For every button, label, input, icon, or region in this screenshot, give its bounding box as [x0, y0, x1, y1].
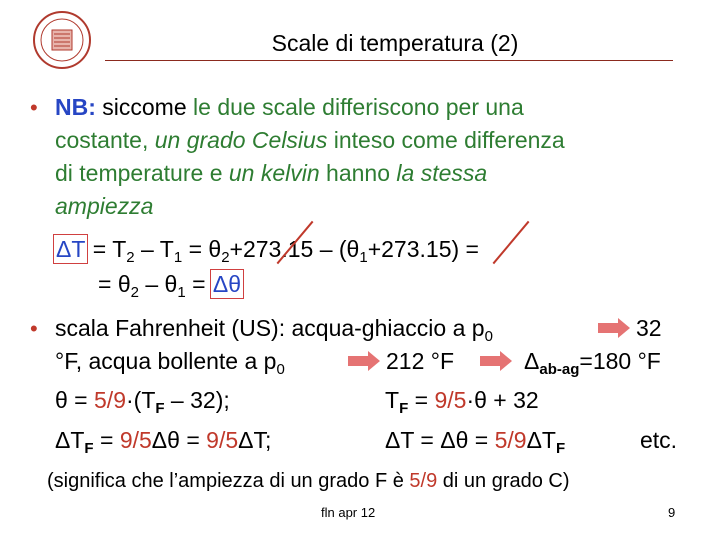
text: =180 °F — [579, 348, 661, 374]
subscript: 1 — [177, 284, 186, 301]
text: = — [93, 427, 120, 453]
boiling-value: 212 °F — [386, 348, 455, 374]
text: le due scale differiscono per una — [193, 94, 524, 120]
subscript: F — [155, 400, 165, 417]
text: siccome — [95, 94, 194, 120]
text: di temperature e — [55, 160, 229, 186]
subscript: 0 — [276, 361, 285, 378]
slide-title: Scale di temperatura (2) — [271, 30, 519, 56]
delta-t-boxed: ΔT — [56, 236, 86, 262]
text: ΔT = Δθ = — [385, 427, 495, 453]
subscript: 2 — [221, 249, 230, 266]
text: ΔT; — [238, 427, 272, 453]
text: ·θ + 32 — [466, 387, 539, 413]
text: +273.15) = — [367, 236, 479, 262]
bullet1-line3 — [55, 160, 487, 187]
text: ΔT — [526, 427, 556, 453]
text: (significa che l’ampiezza di un grado F è — [47, 470, 410, 492]
bullet-dot-1: • — [30, 95, 38, 120]
bullet1-line1 — [55, 94, 524, 121]
fraction: 9/5 — [206, 427, 239, 453]
text: = — [185, 271, 212, 297]
text: la stessa — [396, 160, 488, 186]
fraction: 5/9 — [409, 470, 438, 492]
text: un kelvin — [228, 160, 320, 186]
bullet1-line2 — [55, 127, 565, 154]
text: costante, — [55, 127, 155, 153]
bullet-dot-2: • — [30, 316, 38, 341]
fraction: 9/5 — [434, 387, 467, 413]
equation-delta-tf — [55, 427, 272, 457]
text: = T — [86, 236, 127, 262]
subscript: ab-ag — [539, 361, 580, 378]
text: Δ — [524, 348, 540, 374]
footer-author: fln apr 12 — [321, 505, 376, 520]
subscript: 2 — [126, 249, 135, 266]
subscript: F — [399, 400, 409, 417]
text: θ = — [55, 387, 95, 413]
strike-mark-2 — [493, 221, 530, 264]
bullet2-line1 — [55, 315, 493, 345]
text: un grado Celsius — [154, 127, 328, 153]
equation-tf-from-theta — [385, 387, 539, 417]
bullet1-line4 — [55, 193, 153, 220]
text: = θ — [98, 271, 131, 297]
fraction: 9/5 — [119, 427, 152, 453]
text: °F, acqua bollente a p — [55, 348, 277, 374]
etc-text: etc. — [640, 427, 678, 453]
text: scala Fahrenheit (US): acqua-ghiaccio a p — [55, 315, 485, 341]
equation-delta-theta — [98, 271, 242, 301]
text: inteso come differenza — [327, 127, 565, 153]
equation-delta-t-equal — [385, 427, 566, 457]
footnote — [47, 470, 570, 493]
arrow-icon — [480, 351, 512, 371]
text: Δθ = — [151, 427, 207, 453]
nb-label: NB: — [55, 94, 96, 120]
title-divider — [105, 60, 673, 61]
delta-theta-boxed: Δθ — [212, 271, 242, 297]
text: hanno — [319, 160, 397, 186]
subscript: 2 — [130, 284, 139, 301]
page-number: 9 — [668, 505, 676, 520]
equation-theta-from-tf — [55, 387, 230, 417]
fraction: 5/9 — [494, 427, 527, 453]
fraction: 5/9 — [94, 387, 126, 413]
subscript: F — [555, 440, 566, 457]
arrow-icon — [598, 318, 630, 338]
text: ΔT — [55, 427, 85, 453]
text: – 32); — [164, 387, 230, 413]
equation-delta-t — [55, 236, 479, 266]
text: – T — [134, 236, 174, 262]
text: ·(T — [126, 387, 156, 413]
text: = — [408, 387, 435, 413]
text: T — [385, 387, 400, 413]
text: ampiezza — [55, 193, 154, 219]
delta-ab-ag — [524, 348, 661, 378]
text: – θ — [138, 271, 178, 297]
arrow-icon — [348, 351, 380, 371]
subscript: 1 — [359, 249, 368, 266]
text: +273.15 – (θ — [229, 236, 360, 262]
text: = θ — [182, 236, 222, 262]
subscript: 1 — [173, 249, 183, 266]
bullet2-line2 — [55, 348, 285, 378]
text: di un grado C) — [437, 470, 570, 492]
subscript: F — [84, 440, 94, 457]
freezing-value: 32 — [636, 315, 662, 341]
subscript: 0 — [484, 328, 493, 345]
